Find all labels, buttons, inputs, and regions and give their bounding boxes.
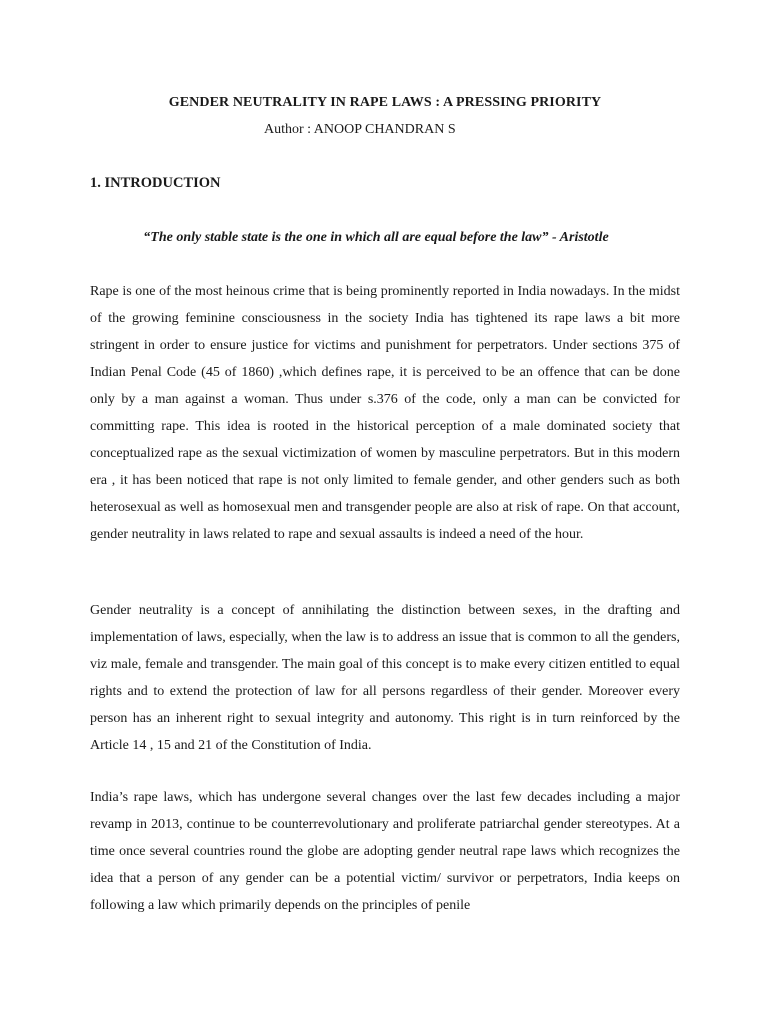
epigraph-quote: “The only stable state is the one in which all are equal before the law” - Aristotle <box>143 230 609 245</box>
paragraph: Rape is one of the most heinous crime that is being prominently reported in India nowadays. In the midst of the growing feminine consciousness in the society India has tightened its rape laws a bit more stringent in order to ensure justice for victims and punishment for perpetrators. Under sections 375 of Indian Penal Code (45 of 1860) ,which defines rape, it is perceived to be an offence that can be done only by a man against a woman. Thus under s.376 of the code, only a man can be convicted for committing rape. This idea is rooted in the historical perception of a male dominated society that conceptualized rape as the sexual victimization of women by masculine perpetrators. But in this modern era , it has been noticed that rape is not only limited to female gender, and other genders such as both heterosexual as well as homosexual men and transgender people are also at risk of rape. On that account, gender neutrality in laws related to rape and sexual assaults is indeed a need of the hour. <box>90 284 680 542</box>
author-line: Author : ANOOP CHANDRAN S <box>264 122 456 137</box>
paragraph: India’s rape laws, which has undergone several changes over the last few decades including a major revamp in 2013, continue to be counterrevolutionary and proliferate patriarchal gender stereotypes. At a time once several countries round the globe are adopting gender neutral rape laws which recognizes the idea that a person of any gender can be a potential victim/ survivor or perpetrators, India keeps on following a law which primarily depends on the principles of penile <box>90 790 680 913</box>
paragraph: Gender neutrality is a concept of annihilating the distinction between sexes, in the drafting and implementation of laws, especially, when the law is to address an issue that is common to all the genders, viz male, female and transgender. The main goal of this concept is to make every citizen entitled to equal rights and to extend the protection of law for all persons regardless of their gender. Moreover every person has an inherent right to sexual integrity and autonomy. This right is in turn reinforced by the Article 14 , 15 and 21 of the Constitution of India. <box>90 603 680 753</box>
section-heading: 1. INTRODUCTION <box>90 175 221 191</box>
document-title: GENDER NEUTRALITY IN RAPE LAWS : A PRESSING PRIORITY <box>168 95 602 110</box>
